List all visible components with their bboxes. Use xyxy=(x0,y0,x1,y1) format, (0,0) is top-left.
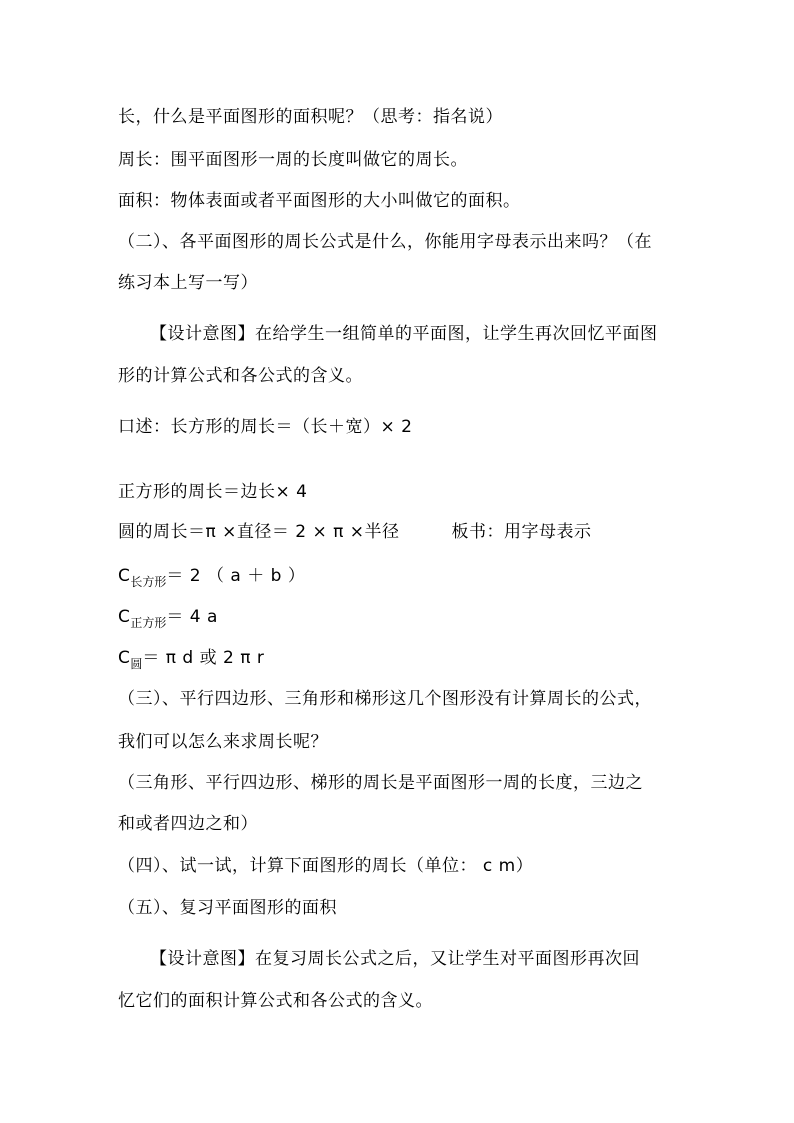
board-note: 板书：用字母表示 xyxy=(451,522,592,542)
text-line-section-three: （三）、平行四边形、三角形和梯形这几个图形没有计算周长的公式， xyxy=(118,689,652,709)
formula-expression: ＝ 4 a xyxy=(166,607,218,627)
formula-square xyxy=(118,606,218,629)
text-line-section-three-cont: 我们可以怎么来求周长呢？ xyxy=(118,732,328,752)
text-line-shapes-perimeter-cont: 和或者四边之和） xyxy=(118,814,258,834)
formula-subscript: 圆 xyxy=(130,657,143,671)
formula-expression: ＝ 2 （ a ＋ b ） xyxy=(166,566,306,586)
text-line-design-intent-2: 【设计意图】在复习周长公式之后，又让学生对平面图形再次回 xyxy=(150,949,640,969)
text-line-section-two-cont: 练习本上写一写） xyxy=(118,273,258,293)
formula-symbol: C xyxy=(118,607,131,627)
formula-rectangle xyxy=(118,565,305,588)
text-line-design-intent-1-cont: 形的计算公式和各公式的含义。 xyxy=(118,366,363,386)
formula-subscript: 正方形 xyxy=(130,616,167,630)
text-line-rectangle-perimeter: 口述：长方形的周长＝（长＋宽）× 2 xyxy=(118,417,413,437)
formula-expression: ＝ π d 或 2 π r xyxy=(142,648,265,668)
text-line-area-definition: 面积：物体表面或者平面图形的大小叫做它的面积。 xyxy=(118,191,521,211)
text-line-design-intent-1: 【设计意图】在给学生一组简单的平面图，让学生再次回忆平面图 xyxy=(150,324,658,344)
text-line-square-perimeter: 正方形的周长＝边长× 4 xyxy=(118,482,308,502)
formula-circle xyxy=(118,647,264,670)
circle-perimeter-formula: 圆的周长＝π ×直径＝ 2 × π ×半径 xyxy=(118,522,400,542)
text-line-design-intent-2-cont: 忆它们的面积计算公式和各公式的含义。 xyxy=(118,991,433,1011)
text-line-section-five: （五）、复习平面图形的面积 xyxy=(118,898,337,918)
text-line-perimeter-definition: 周长：围平面图形一周的长度叫做它的周长。 xyxy=(118,150,468,170)
formula-symbol: C xyxy=(118,566,131,586)
text-line-circle-perimeter xyxy=(118,521,592,543)
formula-subscript: 长方形 xyxy=(130,575,167,589)
formula-symbol: C xyxy=(118,648,131,668)
text-line-shapes-perimeter: （三角形、平行四边形、梯形的周长是平面图形一周的长度，三边之 xyxy=(118,773,643,793)
text-line-section-two: （二）、各平面图形的周长公式是什么，你能用字母表示出来吗？（在 xyxy=(118,232,652,252)
text-line-question-area: 长，什么是平面图形的面积呢？（思考：指名说） xyxy=(118,107,503,127)
text-line-section-four: （四）、试一试，计算下面图形的周长（单位： c m） xyxy=(118,856,534,876)
